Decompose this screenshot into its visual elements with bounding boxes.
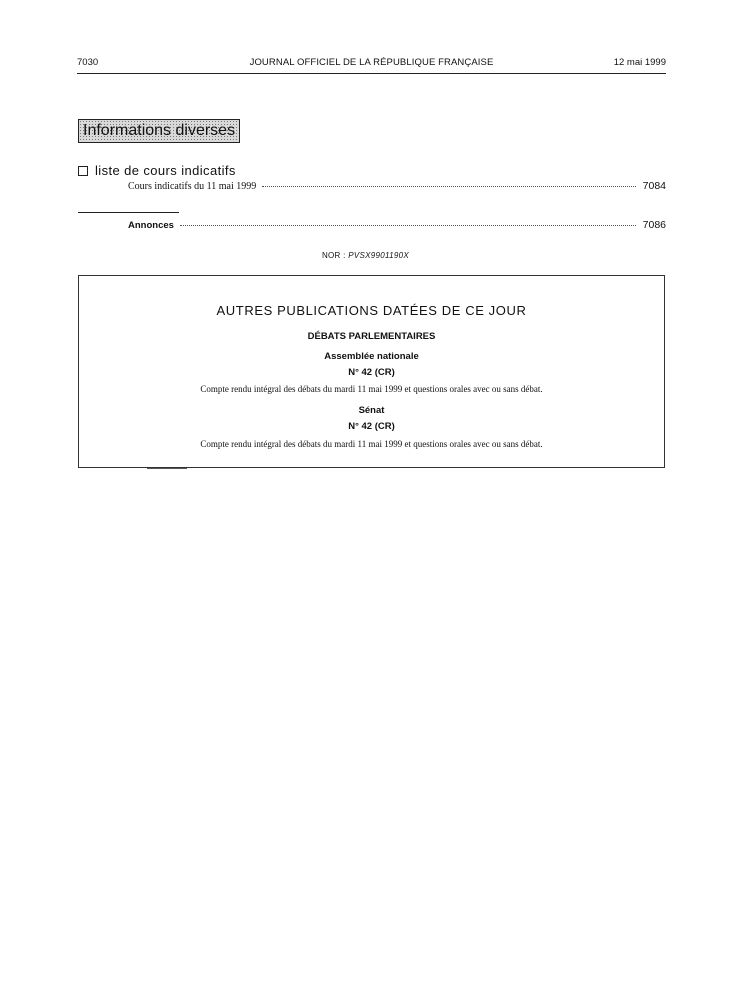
divider [78,212,179,213]
assemblee-name: Assemblée nationale [324,351,419,362]
dot-leader [262,185,636,187]
assemblee-description: Compte rendu intégral des débats du mardi 11 mai 1999 et questions orales avec ou sans débat. [200,384,543,394]
autres-publications-panel [78,275,665,468]
toc-entry-annonces[interactable] [128,219,666,231]
toc-entry-label: Cours indicatifs du 11 mai 1999 [128,181,257,192]
toc-entry-cours[interactable] [128,180,666,192]
senat-number: N° 42 (CR) [348,421,395,432]
subheading-text: liste de cours indicatifs [95,163,236,178]
panel-title: AUTRES PUBLICATIONS DATÉES DE CE JOUR [216,303,527,318]
dot-leader [180,224,636,226]
toc-entry-page: 7086 [642,219,666,231]
subheading [78,163,236,178]
section-title: Informations diverses [78,119,240,143]
issue-date: 12 mai 1999 [613,57,666,68]
senat-name: Sénat [358,405,385,416]
senat-description: Compte rendu intégral des débats du mardi 11 mai 1999 et questions orales avec ou sans débat. [200,439,543,449]
journal-title: JOURNAL OFFICIEL DE LA RÉPUBLIQUE FRANÇAISE [249,57,494,68]
panel-bottom-mark [147,468,187,469]
toc-entry-page: 7084 [642,180,666,192]
panel-category: DÉBATS PARLEMENTAIRES [307,331,436,342]
page-header [77,55,666,74]
nor-prefix: NOR : [321,251,346,260]
toc-entry-label: Annonces [128,220,174,231]
nor-reference [0,251,731,260]
nor-code: PVSX9901190X [348,251,410,260]
checkbox-square-icon [78,166,88,176]
page-number: 7030 [77,57,99,68]
assemblee-number: N° 42 (CR) [348,367,395,378]
